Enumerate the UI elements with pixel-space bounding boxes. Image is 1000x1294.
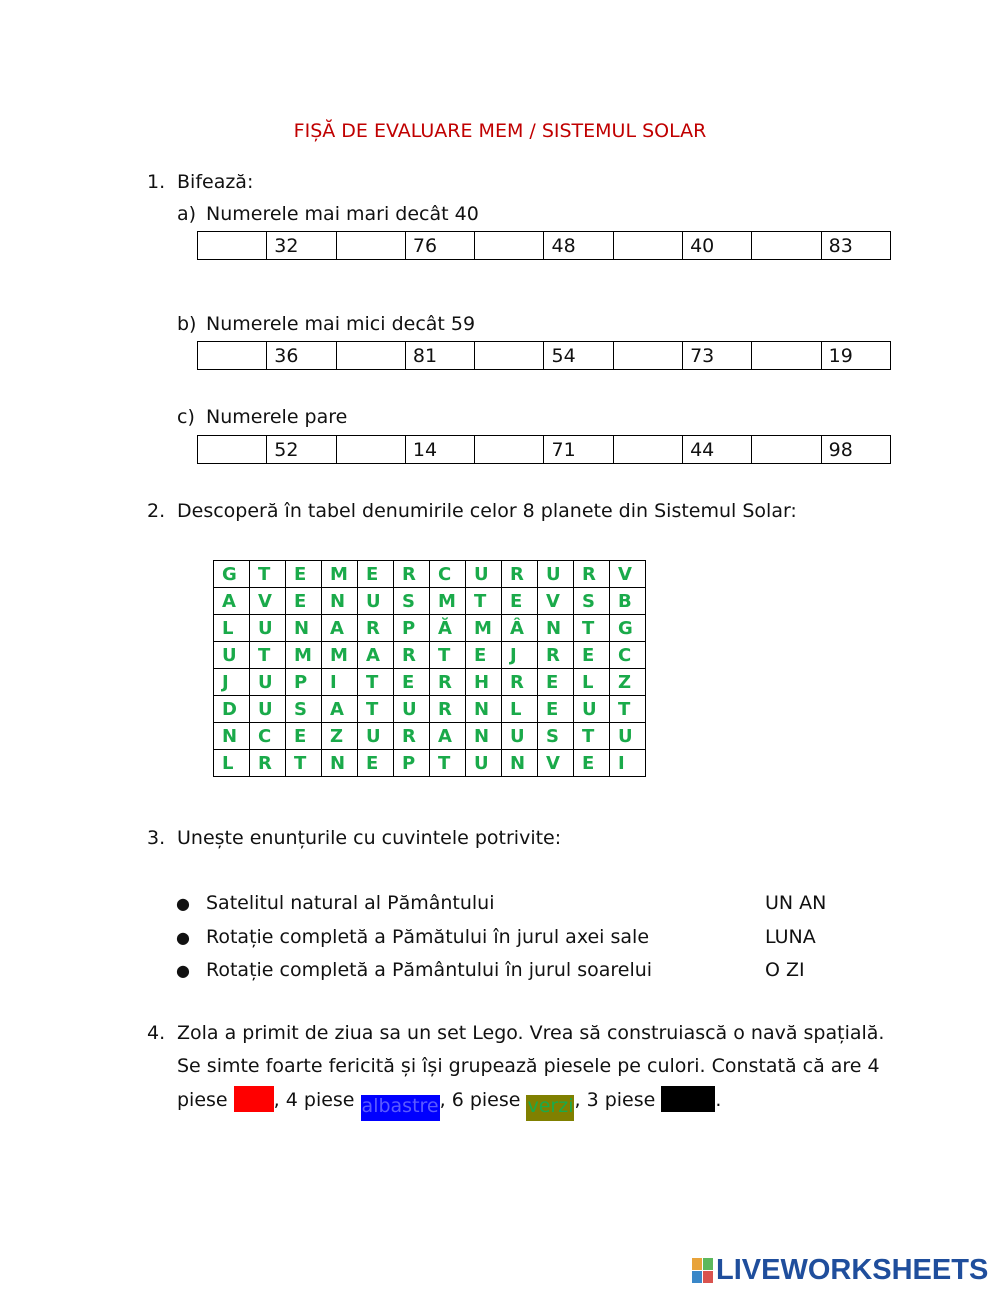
page-title: FIȘĂ DE EVALUARE MEM / SISTEMUL SOLAR [293,120,707,142]
checkbox-cell[interactable] [475,342,544,370]
match-word[interactable]: LUNA [765,926,816,948]
number-cell: 52 [267,436,336,464]
grid-letter-cell[interactable]: T [430,750,466,777]
checkbox-cell[interactable] [475,436,544,464]
grid-letter-cell[interactable]: A [214,588,250,615]
grid-letter-cell[interactable]: V [610,561,646,588]
q1c-letter: c) [177,406,195,428]
grid-letter-cell[interactable]: U [538,561,574,588]
red-color-swatch [234,1086,274,1112]
grid-letter-cell[interactable]: Z [322,723,358,750]
grid-letter-cell[interactable]: E [574,750,610,777]
grid-letter-cell[interactable]: V [250,588,286,615]
grid-letter-cell[interactable]: R [430,696,466,723]
q4-text-part: , 6 piese [439,1089,527,1111]
grid-letter-cell[interactable]: U [358,723,394,750]
grid-letter-cell[interactable]: U [502,723,538,750]
grid-letter-cell[interactable]: M [322,642,358,669]
checkbox-cell[interactable] [752,436,821,464]
grid-letter-cell[interactable]: H [466,669,502,696]
grid-letter-cell[interactable]: R [358,615,394,642]
number-cell: 81 [405,342,474,370]
q4-text-part: , 4 piese [273,1089,361,1111]
grid-letter-cell[interactable]: T [250,642,286,669]
grid-letter-cell[interactable]: N [466,696,502,723]
grid-letter-cell[interactable]: U [250,615,286,642]
grid-letter-cell[interactable]: T [286,750,322,777]
q3-text: Unește enunțurile cu cuvintele potrivite: [177,827,562,849]
grid-letter-cell[interactable]: C [430,561,466,588]
grid-row [214,723,646,750]
grid-letter-cell[interactable]: U [466,561,502,588]
checkbox-cell[interactable] [613,342,682,370]
checkbox-cell[interactable] [336,232,405,260]
grid-letter-cell[interactable]: S [538,723,574,750]
grid-letter-cell[interactable]: U [394,696,430,723]
bullet-icon: ● [176,894,190,913]
grid-letter-cell[interactable]: R [538,642,574,669]
q1b-text: Numerele mai mici decât 59 [206,313,476,335]
grid-letter-cell[interactable]: E [538,696,574,723]
checkbox-cell[interactable] [198,436,267,464]
number-cell: 73 [683,342,752,370]
grid-letter-cell[interactable]: R [574,561,610,588]
grid-letter-cell[interactable]: N [322,588,358,615]
grid-letter-cell[interactable]: A [322,615,358,642]
grid-letter-cell[interactable]: U [466,750,502,777]
q2-text: Descoperă în tabel denumirile celor 8 planete din Sistemul Solar: [177,500,797,522]
q1b-number-table [197,341,891,370]
checkbox-cell[interactable] [475,232,544,260]
grid-letter-cell[interactable]: T [430,642,466,669]
match-word[interactable]: UN AN [765,892,827,914]
grid-letter-cell[interactable]: E [466,642,502,669]
grid-letter-cell[interactable]: U [250,669,286,696]
grid-letter-cell[interactable]: L [502,696,538,723]
grid-letter-cell[interactable]: P [394,750,430,777]
grid-letter-cell[interactable]: G [214,561,250,588]
grid-letter-cell[interactable]: N [214,723,250,750]
grid-letter-cell[interactable]: L [214,615,250,642]
grid-letter-cell[interactable]: R [430,669,466,696]
grid-letter-cell[interactable]: E [538,669,574,696]
q4-text-part: piese [177,1089,234,1111]
checkbox-cell[interactable] [198,342,267,370]
q4-text-part: . [715,1089,722,1111]
grid-letter-cell[interactable]: L [214,750,250,777]
q3-number: 3. [147,827,166,849]
grid-letter-cell[interactable]: S [574,588,610,615]
grid-row [214,750,646,777]
black-color-swatch [661,1086,715,1112]
q1-number: 1. [147,171,166,193]
number-cell: 44 [683,436,752,464]
liveworksheets-logo [692,1254,988,1287]
grid-letter-cell[interactable]: A [322,696,358,723]
q4-number: 4. [147,1022,166,1044]
grid-letter-cell[interactable]: V [538,750,574,777]
grid-letter-cell[interactable]: A [358,642,394,669]
grid-letter-cell[interactable]: C [610,642,646,669]
grid-letter-cell[interactable]: U [214,642,250,669]
checkbox-cell[interactable] [336,342,405,370]
grid-letter-cell[interactable]: R [394,642,430,669]
grid-row [214,615,646,642]
grid-letter-cell[interactable]: R [394,561,430,588]
grid-letter-cell[interactable]: M [466,615,502,642]
grid-letter-cell[interactable]: N [322,750,358,777]
grid-row [214,669,646,696]
grid-letter-cell[interactable]: R [250,750,286,777]
grid-letter-cell[interactable]: I [610,750,646,777]
number-cell: 14 [405,436,474,464]
grid-letter-cell[interactable]: V [538,588,574,615]
statement[interactable]: Rotație completă a Pămătului în jurul axei sale [206,926,650,948]
q4-line-3 [177,1086,721,1121]
grid-letter-cell[interactable]: T [574,723,610,750]
grid-letter-cell[interactable]: M [430,588,466,615]
q4-text-part: , 3 piese [574,1089,662,1111]
grid-letter-cell[interactable]: A [430,723,466,750]
bullet-icon: ● [176,961,190,980]
grid-letter-cell[interactable]: L [574,669,610,696]
number-cell: 32 [267,232,336,260]
checkbox-cell[interactable] [336,436,405,464]
grid-letter-cell[interactable]: C [250,723,286,750]
grid-letter-cell[interactable]: N [502,750,538,777]
q1a-letter: a) [177,203,197,225]
grid-letter-cell[interactable]: B [610,588,646,615]
q1-text: Bifează: [177,171,254,193]
grid-row [214,642,646,669]
checkbox-cell[interactable] [613,436,682,464]
grid-letter-cell[interactable]: Z [610,669,646,696]
grid-letter-cell[interactable]: U [358,588,394,615]
grid-letter-cell[interactable]: T [610,696,646,723]
grid-letter-cell[interactable]: M [322,561,358,588]
grid-letter-cell[interactable]: E [286,588,322,615]
grid-row [214,561,646,588]
grid-letter-cell[interactable]: N [466,723,502,750]
number-cell: 83 [821,232,890,260]
number-cell: 98 [821,436,890,464]
green-color-swatch: verzi [526,1095,574,1121]
grid-letter-cell[interactable]: T [358,669,394,696]
grid-row [214,696,646,723]
grid-letter-cell[interactable]: T [574,615,610,642]
q1a-number-table [197,231,891,260]
logo-text: LIVEWORKSHEETS [716,1254,989,1286]
number-cell: 40 [683,232,752,260]
word-search-grid[interactable] [213,560,646,777]
grid-letter-cell[interactable]: E [394,669,430,696]
grid-letter-cell[interactable]: E [358,561,394,588]
grid-letter-cell[interactable]: E [502,588,538,615]
grid-letter-cell[interactable]: N [538,615,574,642]
q2-number: 2. [147,500,166,522]
blue-color-swatch: albastre [361,1095,440,1121]
grid-letter-cell[interactable]: T [358,696,394,723]
grid-letter-cell[interactable]: E [574,642,610,669]
statement[interactable]: Rotație completă a Pământului în jurul soarelui [206,959,653,981]
number-cell: 48 [544,232,613,260]
grid-letter-cell[interactable]: U [250,696,286,723]
grid-letter-cell[interactable]: J [502,642,538,669]
grid-letter-cell[interactable]: Ă [430,615,466,642]
grid-letter-cell[interactable]: I [322,669,358,696]
number-cell: 54 [544,342,613,370]
grid-letter-cell[interactable]: J [214,669,250,696]
grid-letter-cell[interactable]: P [394,615,430,642]
statement[interactable]: Satelitul natural al Pământului [206,892,495,914]
grid-letter-cell[interactable]: T [250,561,286,588]
checkbox-cell[interactable] [752,232,821,260]
bullet-icon: ● [176,928,190,947]
grid-letter-cell[interactable]: S [286,696,322,723]
checkbox-cell[interactable] [198,232,267,260]
grid-letter-cell[interactable]: Â [502,615,538,642]
q1a-text: Numerele mai mari decât 40 [206,203,479,225]
match-word[interactable]: O ZI [765,959,805,981]
grid-letter-cell[interactable]: U [574,696,610,723]
grid-letter-cell[interactable]: P [286,669,322,696]
grid-letter-cell[interactable]: R [502,669,538,696]
checkbox-cell[interactable] [613,232,682,260]
grid-letter-cell[interactable]: E [286,723,322,750]
grid-letter-cell[interactable]: M [286,642,322,669]
grid-letter-cell[interactable]: N [286,615,322,642]
q4-line-2: Se simte foarte fericită și își grupează piesele pe culori. Constată că are 4 [177,1055,880,1077]
grid-letter-cell[interactable]: D [214,696,250,723]
grid-row [214,588,646,615]
grid-letter-cell[interactable]: T [466,588,502,615]
grid-letter-cell[interactable]: U [610,723,646,750]
q1c-number-table [197,435,891,464]
grid-letter-cell[interactable]: R [394,723,430,750]
grid-letter-cell[interactable]: G [610,615,646,642]
q4-line-1: Zola a primit de ziua sa un set Lego. Vrea să construiască o navă spațială. [177,1022,885,1044]
grid-letter-cell[interactable]: E [286,561,322,588]
q1c-text: Numerele pare [206,406,348,428]
number-cell: 71 [544,436,613,464]
logo-mark-icon [692,1258,713,1283]
q1b-letter: b) [177,313,197,335]
number-cell: 36 [267,342,336,370]
number-cell: 19 [821,342,890,370]
grid-letter-cell[interactable]: R [502,561,538,588]
grid-letter-cell[interactable]: S [394,588,430,615]
number-cell: 76 [405,232,474,260]
checkbox-cell[interactable] [752,342,821,370]
grid-letter-cell[interactable]: E [358,750,394,777]
